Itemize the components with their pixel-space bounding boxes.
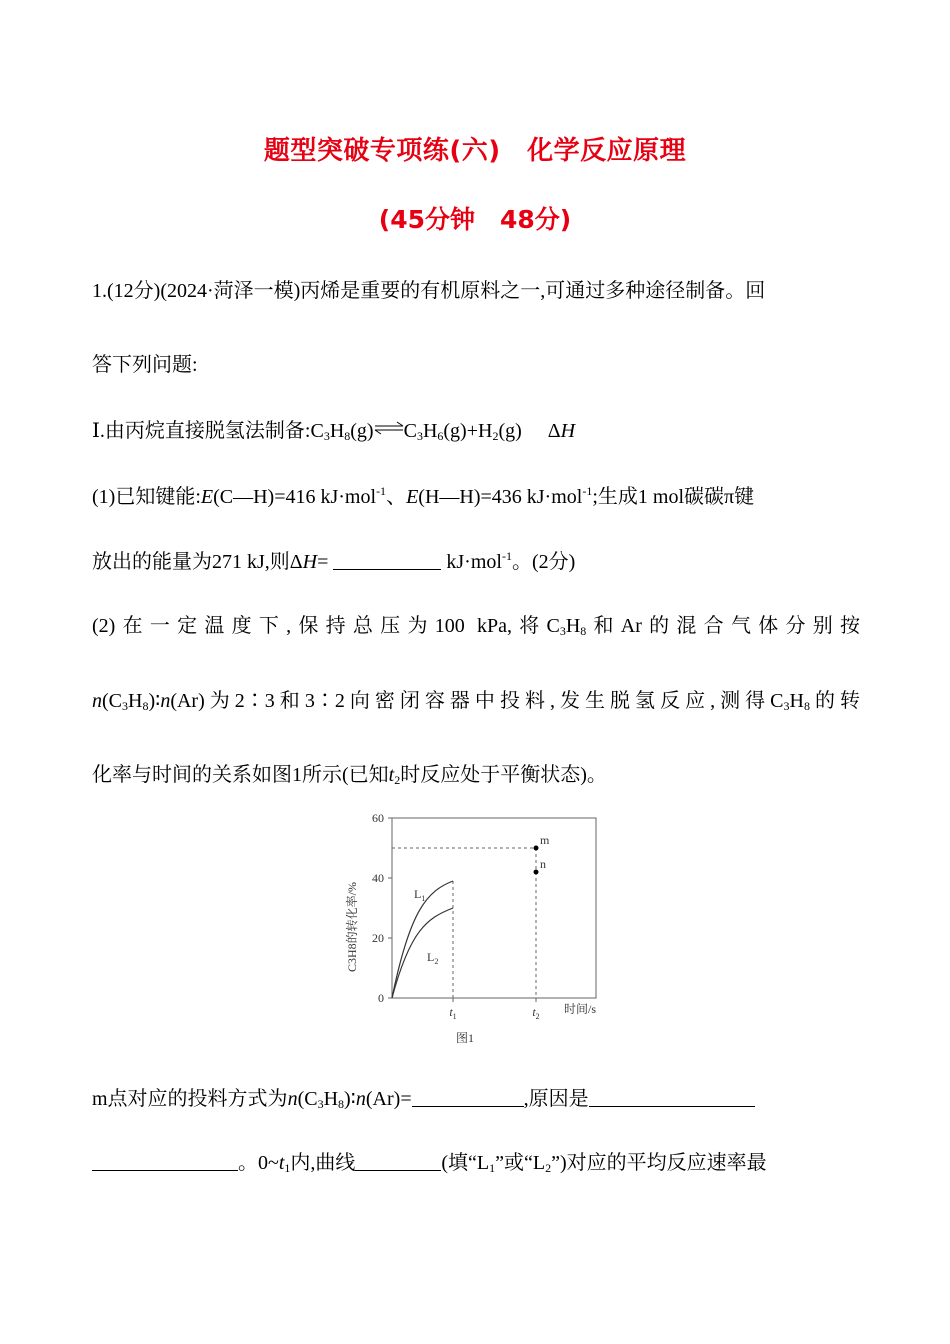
y-axis-label: C3H8的转化率/% (345, 881, 359, 973)
page-subtitle: (45分钟 48分) (378, 205, 572, 234)
part1-reaction (92, 414, 575, 444)
x-axis-label: 时间/s (564, 1002, 597, 1016)
plot-frame (392, 818, 596, 998)
y-tick-label: 0 (378, 991, 384, 1005)
point-m (534, 846, 539, 851)
series-L2-curve (392, 908, 453, 998)
reaction-lhs: $C_3H_8(g)$ (310, 420, 374, 443)
question-last-line: 。$0\sim t_1$内,曲线 (填“$L_1$”或“$L_2$”)对应的平均反应速率最 (92, 1146, 767, 1176)
y-tick-label: 40 (372, 871, 384, 885)
question-intro-line1: 1.(12分)(2024·菏泽一模)丙烯是重要的有机原料之一,可通过多种途径制备。回 (92, 280, 766, 302)
answer-blank-reason-1[interactable] (589, 1088, 755, 1107)
subq1-line2: 放出的能量为271 kJ,则ΔH= kJ·mol$^{-1}$。(2分) (92, 549, 576, 573)
series-L2-label: $L_2$ (427, 950, 439, 966)
subq2-line3: 化率与时间的关系如图1所示(已知$t_2$时反应处于平衡状态)。 (92, 764, 607, 787)
reaction-rhs: $C_3H_6(g)+H_2(g)$ (403, 420, 522, 443)
point-n (534, 870, 539, 875)
conversion-chart (330, 805, 620, 1050)
delta-h-symbol: ΔH (547, 420, 576, 442)
answer-blank-reason-2[interactable] (92, 1152, 238, 1171)
equilibrium-arrow-icon (374, 421, 404, 435)
x-tick-t1: $t_1$ (449, 1005, 457, 1021)
subq2-line2: $n(C_3H_8)∶n(Ar)$为2∶3和3∶2向密闭容器中投料,发生脱氢反应,测得$C_3H_8$的转 (92, 690, 861, 713)
point-m-label: m (540, 833, 550, 847)
answer-blank-ratio[interactable] (412, 1088, 524, 1107)
subq2-line1: (2)在一定温度下,保持总压为100 kPa,将$C_3H_8$和Ar的混合气体分别按 (92, 615, 860, 638)
point-n-label: n (540, 857, 546, 871)
figure-caption: 图1 (455, 1031, 475, 1045)
y-tick-label: 20 (372, 931, 384, 945)
part1-label: Ⅰ.由丙烷直接脱氢法制备: (92, 420, 311, 442)
answer-blank-curve[interactable] (355, 1152, 441, 1171)
y-axis-ticks (372, 811, 392, 1005)
subq1-line1: (1)已知键能:E(C—H)=416 kJ·mol$^{-1}$、E(H—H)=436 kJ·mol$^{-1}$;生成1 mol碳碳π键 (92, 484, 755, 508)
series-L1-label: $L_1$ (414, 887, 426, 903)
page-title: 题型突破专项练(六) 化学反应原理 (263, 136, 687, 166)
question-m-line: m点对应的投料方式为$n(C_3H_8)∶n(Ar)=$ ,原因是 (92, 1082, 755, 1112)
y-tick-label: 60 (372, 811, 384, 825)
answer-blank-delta-h[interactable] (333, 551, 441, 570)
x-tick-t2: $t_2$ (532, 1005, 540, 1021)
question-intro-line2: 答下列问题: (92, 354, 198, 376)
